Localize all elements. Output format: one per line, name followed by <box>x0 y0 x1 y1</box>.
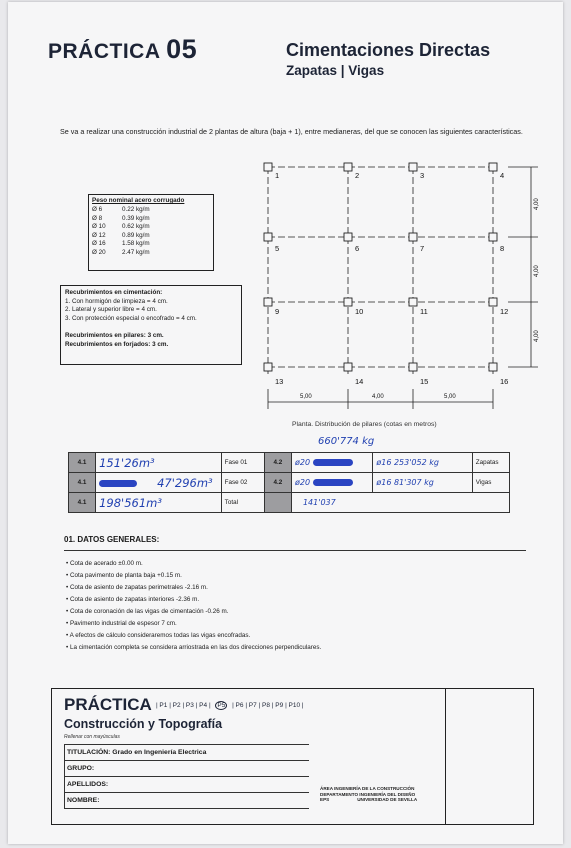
pillar-label: 12 <box>500 307 509 316</box>
cover-requirements-box <box>60 285 242 365</box>
steel-row: Ø 12 0.89 kg/m <box>92 231 150 239</box>
pillar-marker <box>264 233 272 241</box>
pillar-marker <box>409 363 417 371</box>
cover-slabs: Recubrimientos en forjados: 3 cm. <box>65 340 169 348</box>
handwritten-volume: 47'296m³ <box>96 473 222 493</box>
student-form <box>51 688 534 825</box>
pillar-marker <box>409 163 417 171</box>
list-item: • Pavimento industrial de espesor 7 cm. <box>66 618 321 630</box>
pillar-marker <box>344 363 352 371</box>
plan-caption: Planta. Distribución de pilares (cotas en metros) <box>292 421 437 428</box>
worksheet-page <box>8 2 563 844</box>
row-key: 4.1 <box>69 493 96 513</box>
pillar-label: 1 <box>275 171 280 180</box>
practice-number: 05 <box>166 34 198 64</box>
empty-key <box>264 493 291 513</box>
pillar-label: 9 <box>275 307 280 316</box>
list-item: • Cota de coronación de las vigas de cimentación -0.26 m. <box>66 606 321 618</box>
list-item: • A efectos de cálculo consideraremos todas las vigas encofradas. <box>66 630 321 642</box>
apellidos-field[interactable]: APELLIDOS: <box>64 777 309 793</box>
dimension-label: 4,00 <box>534 198 540 210</box>
practice-word: PRÁCTICA <box>48 40 160 63</box>
pillar-label: 13 <box>275 377 284 386</box>
practice-title: Cimentaciones Directas <box>286 40 491 60</box>
handwritten-steel-total: 141'037 <box>291 493 509 513</box>
pillar-marker <box>344 233 352 241</box>
steel-row: Ø 16 1.58 kg/m <box>92 240 150 248</box>
scribble-mark <box>99 480 137 487</box>
student-fields <box>64 744 309 809</box>
pillar-label: 2 <box>355 171 360 180</box>
list-item: • Cota de asiento de zapatas perimetrales -2.16 m. <box>66 582 321 594</box>
institution-dept: DEPARTAMENTO INGENIERÍA DEL DISEÑO <box>320 791 416 797</box>
practice-subtitle: Zapatas | Vigas <box>286 63 385 78</box>
handwritten-volume: 198'561m³ <box>96 493 222 513</box>
pillar-label: 3 <box>420 171 425 180</box>
table-row <box>69 453 510 473</box>
divider <box>64 550 526 551</box>
cover-item: 2. Lateral y superior libre = 4 cm. <box>65 306 157 314</box>
steel-weight-table <box>88 194 214 271</box>
dimension-label: 5,00 <box>444 394 456 400</box>
list-item: • Cota de acerado ±0.00 m. <box>66 558 321 570</box>
pillar-label: 6 <box>355 244 360 253</box>
course-name: Construcción y Topografía <box>64 717 223 731</box>
pillar-label: 7 <box>420 244 425 253</box>
institution-block <box>320 786 417 803</box>
scribble-mark <box>313 479 353 486</box>
table-row <box>69 473 510 493</box>
handwritten-steel: ø20 <box>291 473 372 493</box>
form-practica-heading <box>64 695 304 715</box>
nombre-field[interactable]: NOMBRE: <box>64 793 309 809</box>
pillar-marker <box>344 163 352 171</box>
list-item: • La cimentación completa se considera arriostrada en las dos direcciones perpendiculares. <box>66 642 321 654</box>
cover-heading: Recubrimientos en cimentación: <box>65 289 163 296</box>
pillar-marker <box>264 363 272 371</box>
titulacion-field[interactable]: TITULACIÓN: Grado en Ingeniería Electrica <box>64 744 309 761</box>
handwritten-steel-16: ø16 81'307 kg <box>373 473 472 493</box>
pillar-label: 8 <box>500 244 505 253</box>
cover-item: 1. Con hormigón de limpieza = 4 cm. <box>65 297 168 305</box>
steel-row: Ø 10 0.62 kg/m <box>92 223 150 231</box>
form-hint: Rellenar con mayúsculas <box>64 734 120 740</box>
grupo-field[interactable]: GRUPO: <box>64 761 309 777</box>
pillar-label: 10 <box>355 307 364 316</box>
pillar-label: 11 <box>420 307 428 316</box>
pillar-marker <box>489 233 497 241</box>
element-type: Vigas <box>472 473 509 493</box>
dimension-label: 5,00 <box>300 394 312 400</box>
pillar-label: 16 <box>500 377 509 386</box>
element-type: Zapatas <box>472 453 509 473</box>
institution-area: ÁREA INGENIERÍA DE LA CONSTRUCCIÓN <box>320 786 415 791</box>
handwritten-steel-16: ø16 253'052 kg <box>373 453 472 473</box>
results-table <box>68 452 510 513</box>
cover-pillars: Recubrimientos en pilares: 3 cm. <box>65 331 164 339</box>
phase-label: Fase 02 <box>221 473 264 493</box>
practice-list: | P6 | P7 | P8 | P9 | P10 | <box>232 702 304 710</box>
form-practica-word: PRÁCTICA <box>64 695 152 714</box>
pillar-marker <box>409 298 417 306</box>
divider <box>445 689 446 824</box>
pillar-label: 15 <box>420 377 429 386</box>
row-key: 4.1 <box>69 453 96 473</box>
cover-item: 3. Con protección especial o encofrado = 4 cm. <box>65 315 197 323</box>
dimension-label: 4,00 <box>534 330 540 342</box>
phase-label: Fase 01 <box>221 453 264 473</box>
pillar-marker <box>264 163 272 171</box>
intro-text: Se va a realizar una construcción industrial de 2 plantas de altura (baja + 1), entre medianeras, del que se conocen las siguientes características. <box>60 127 523 136</box>
institution-line: EPS UNIVERSIDAD DE SEVILLA <box>320 797 418 803</box>
steel-row: Ø 8 0.39 kg/m <box>92 214 150 222</box>
pillar-label: 14 <box>355 377 364 386</box>
row-key: 4.2 <box>264 473 291 493</box>
pillar-marker <box>264 298 272 306</box>
practice-heading <box>48 34 197 65</box>
pillar-plan-drawing <box>253 157 548 422</box>
handwritten-volume: 151'26m³ <box>96 453 222 473</box>
steel-row: Ø 20 2.47 kg/m <box>92 248 150 256</box>
pillar-label: 4 <box>500 171 505 180</box>
handwritten-steel: ø20 <box>291 453 372 473</box>
list-item: • Cota pavimento de planta baja +0.15 m. <box>66 570 321 582</box>
total-label: Total <box>221 493 264 513</box>
pillar-marker <box>489 163 497 171</box>
row-key: 4.2 <box>264 453 291 473</box>
handwritten-total: 660'774 kg <box>318 436 375 447</box>
pillar-label: 5 <box>275 244 280 253</box>
pillar-marker <box>489 363 497 371</box>
pillar-marker <box>489 298 497 306</box>
table-row <box>69 493 510 513</box>
datos-generales-list <box>66 558 321 654</box>
scribble-mark <box>313 459 353 466</box>
pillar-marker <box>344 298 352 306</box>
list-item: • Cota de asiento de zapatas interiores -2.36 m. <box>66 594 321 606</box>
pillar-marker <box>409 233 417 241</box>
datos-generales-title: 01. DATOS GENERALES: <box>64 535 160 544</box>
practice-selected: P5 <box>217 702 226 710</box>
dimension-label: 4,00 <box>372 394 384 400</box>
steel-row: Ø 6 0.22 kg/m <box>92 206 150 213</box>
steel-table-title: Peso nominal acero corrugado <box>92 197 185 204</box>
practice-list: | P1 | P2 | P3 | P4 | <box>155 702 211 710</box>
row-key: 4.1 <box>69 473 96 493</box>
dimension-label: 4,00 <box>534 265 540 277</box>
